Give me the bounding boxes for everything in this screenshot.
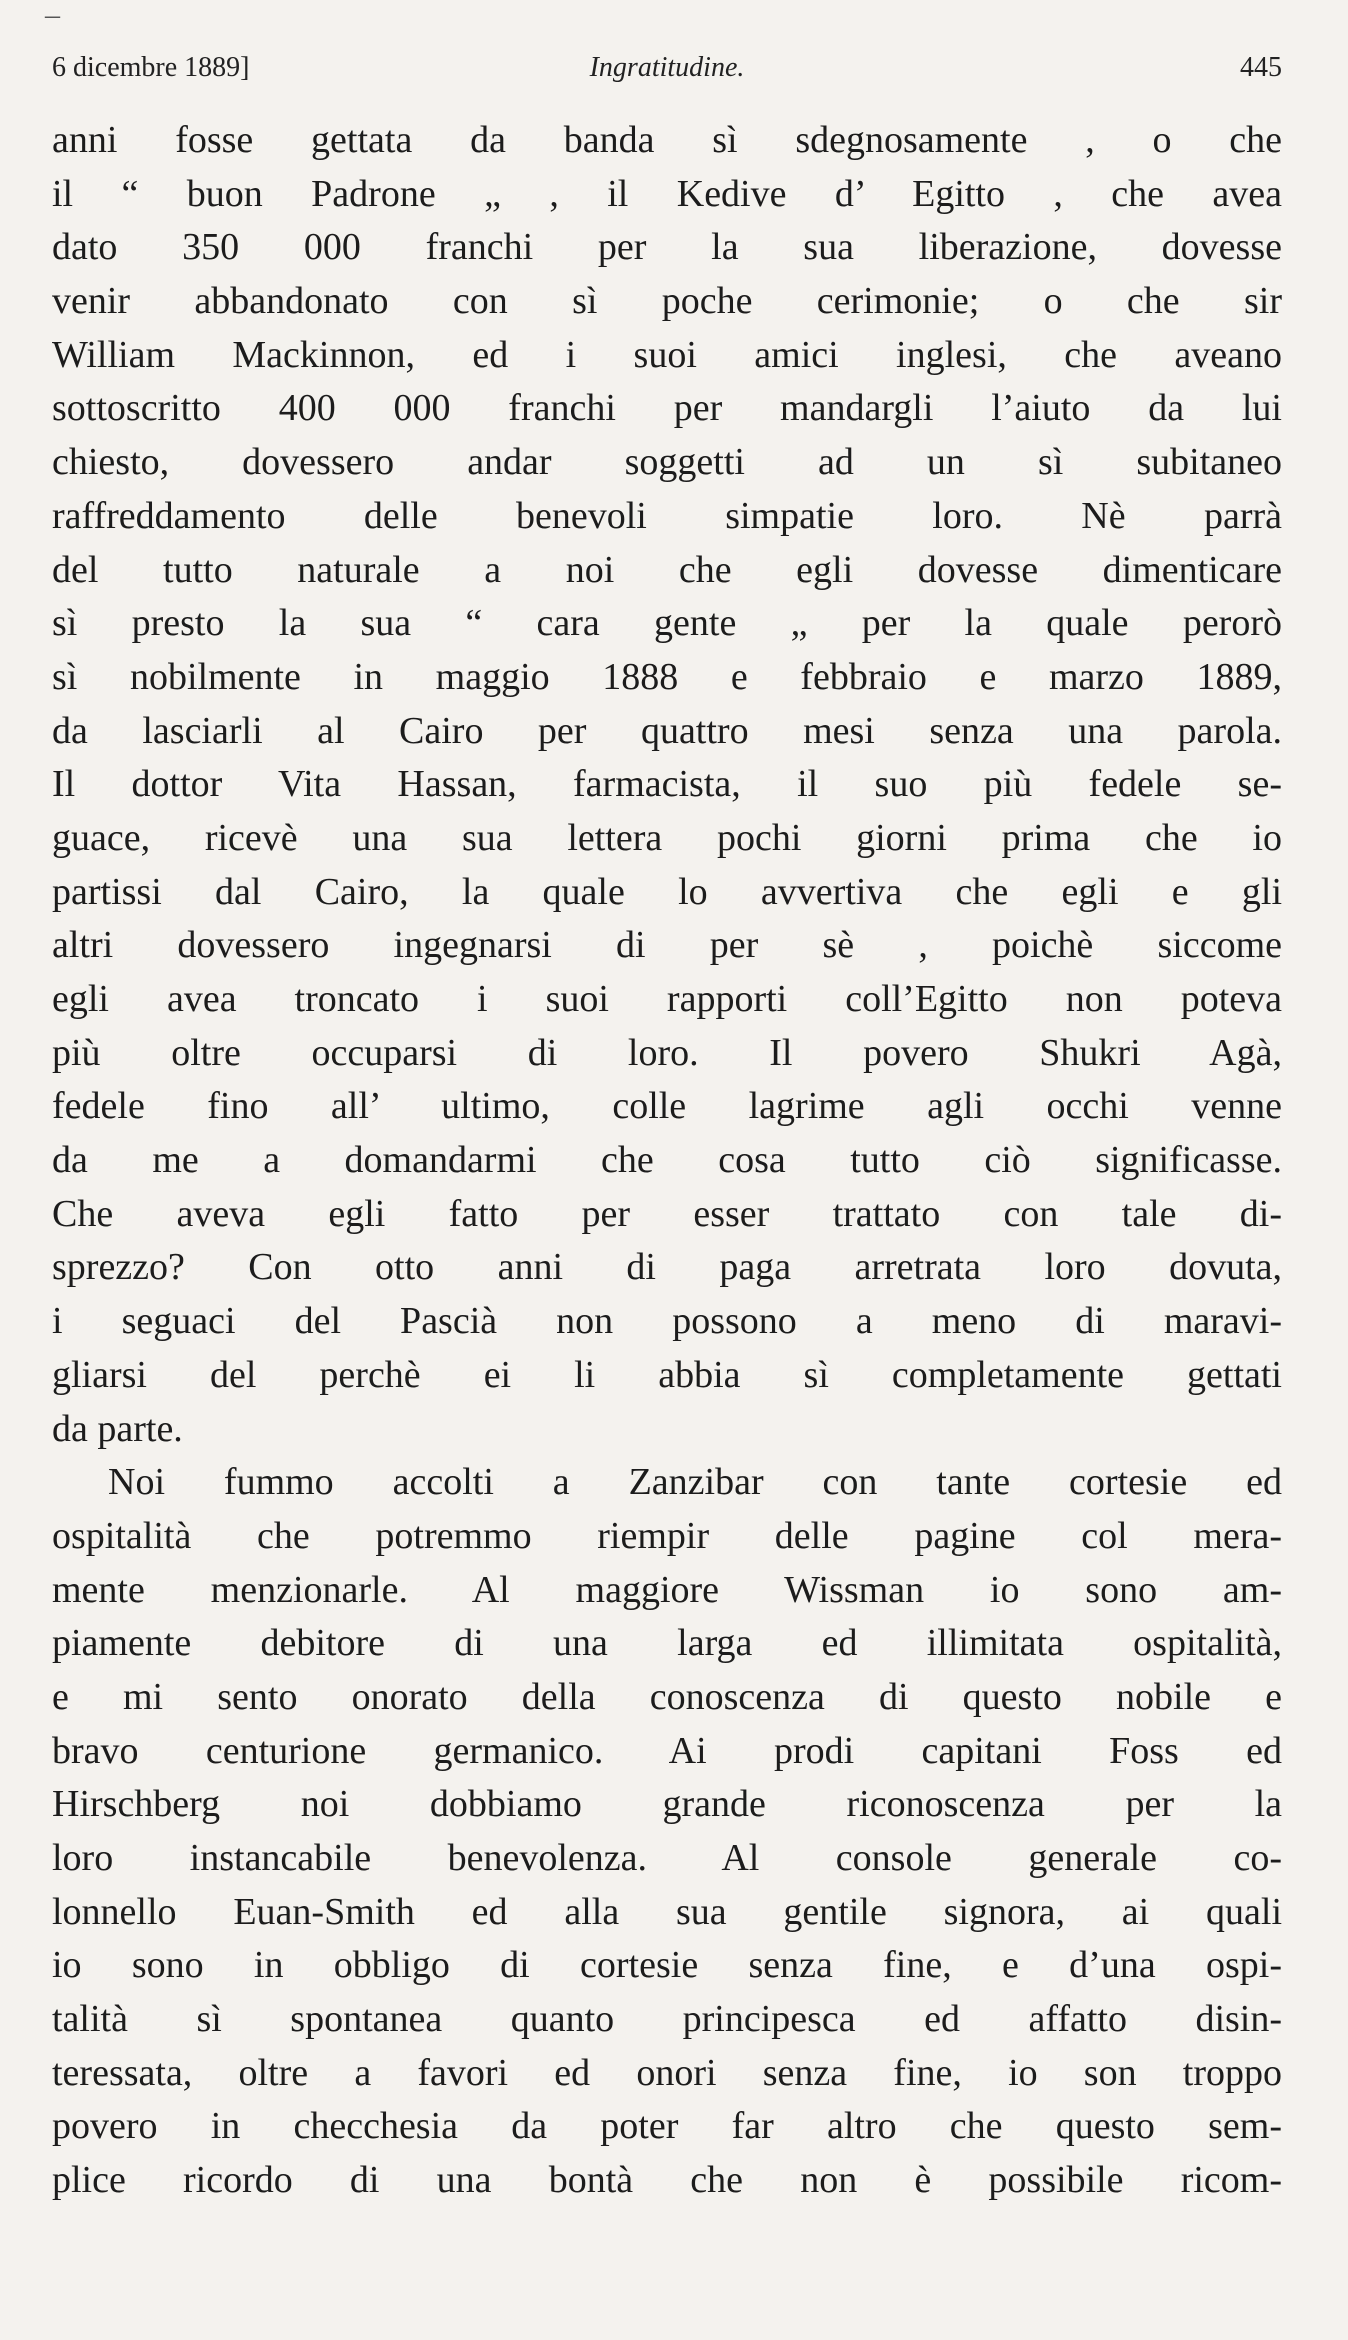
text-line: sì nobilmente in maggio 1888 e febbraio e marzo 1889, (52, 655, 1282, 698)
text-line: sottoscritto 400 000 franchi per mandargli l’aiuto da lui (52, 387, 1282, 430)
text-line: venir abbandonato con sì poche cerimonie; o che sir (52, 280, 1282, 323)
text-line: da me a domandarmi che cosa tutto ciò significasse. (52, 1139, 1282, 1182)
paragraph-start-line: Noi fummo accolti a Zanzibar con tante cortesie ed (108, 1461, 1282, 1504)
text-line: i seguaci del Pascià non possono a meno di maravi- (52, 1300, 1282, 1343)
text-line: altri dovessero ingegnarsi di per sè , poichè siccome (52, 924, 1282, 967)
text-line: e mi sento onorato della conoscenza di questo nobile e (52, 1675, 1282, 1718)
text-line: egli avea troncato i suoi rapporti coll’Egitto non poteva (52, 978, 1282, 1020)
text-line: ospitalità che potremmo riempir delle pagine col mera- (52, 1514, 1282, 1557)
text-line: raffreddamento delle benevoli simpatie loro. Nè parrà (52, 494, 1282, 537)
text-line: piamente debitore di una larga ed illimitata ospitalità, (52, 1622, 1282, 1665)
corner-mark: – (45, 0, 60, 31)
text-line: sì presto la sua “ cara gente „ per la quale perorò (52, 602, 1282, 645)
text-line: guace, ricevè una sua lettera pochi giorni prima che io (52, 816, 1282, 859)
header-chapter-title: Ingratitudine. (589, 52, 745, 83)
text-line: bravo centurione germanico. Ai prodi capitani Foss ed (52, 1729, 1282, 1772)
text-line: sprezzo? Con otto anni di paga arretrata loro dovuta, (52, 1246, 1282, 1289)
text-line: io sono in obbligo di cortesie senza fine, e d’una ospi- (52, 1944, 1282, 1987)
page-number: 445 (1240, 52, 1282, 83)
text-line: loro instancabile benevolenza. Al console generale co- (52, 1837, 1282, 1879)
text-line: plice ricordo di una bontà che non è possibile ricom- (52, 2159, 1282, 2202)
body-text (52, 114, 1282, 2208)
text-line: chiesto, dovessero andar soggetti ad un sì subitaneo (52, 441, 1282, 484)
text-line: fedele fino all’ ultimo, colle lagrime agli occhi venne (52, 1085, 1282, 1128)
header-date: 6 dicembre 1889] (52, 52, 250, 83)
text-line: Il dottor Vita Hassan, farmacista, il suo più fedele se- (52, 763, 1282, 806)
paragraph-end-line: da parte. (52, 1407, 183, 1450)
text-line: dato 350 000 franchi per la sua liberazione, dovesse (52, 226, 1282, 269)
text-line: mente menzionarle. Al maggiore Wissman io sono am- (52, 1568, 1282, 1611)
text-line: teressata, oltre a favori ed onori senza fine, io son troppo (52, 2051, 1282, 2094)
text-line: da lasciarli al Cairo per quattro mesi senza una parola. (52, 709, 1282, 752)
text-line: povero in checchesia da poter far altro che questo sem- (52, 2105, 1282, 2148)
text-line: anni fosse gettata da banda sì sdegnosamente , o che (52, 119, 1282, 161)
text-line: Hirschberg noi dobbiamo grande riconoscenza per la (52, 1783, 1282, 1826)
text-line: più oltre occuparsi di loro. Il povero Shukri Agà, (52, 1031, 1282, 1074)
text-line: gliarsi del perchè ei li abbia sì completamente gettati (52, 1353, 1282, 1396)
text-line: lonnello Euan-Smith ed alla sua gentile signora, ai quali (52, 1890, 1282, 1933)
text-line: partissi dal Cairo, la quale lo avvertiva che egli e gli (52, 870, 1282, 913)
text-line: del tutto naturale a noi che egli dovesse dimenticare (52, 548, 1282, 591)
text-line: William Mackinnon, ed i suoi amici inglesi, che aveano (52, 333, 1282, 376)
text-line: Che aveva egli fatto per esser trattato con tale di- (52, 1192, 1282, 1235)
text-line: il “ buon Padrone „ , il Kedive d’ Egitto , che avea (52, 172, 1282, 215)
running-header (52, 48, 1282, 88)
text-line: talità sì spontanea quanto principesca ed affatto disin- (52, 1998, 1282, 2041)
